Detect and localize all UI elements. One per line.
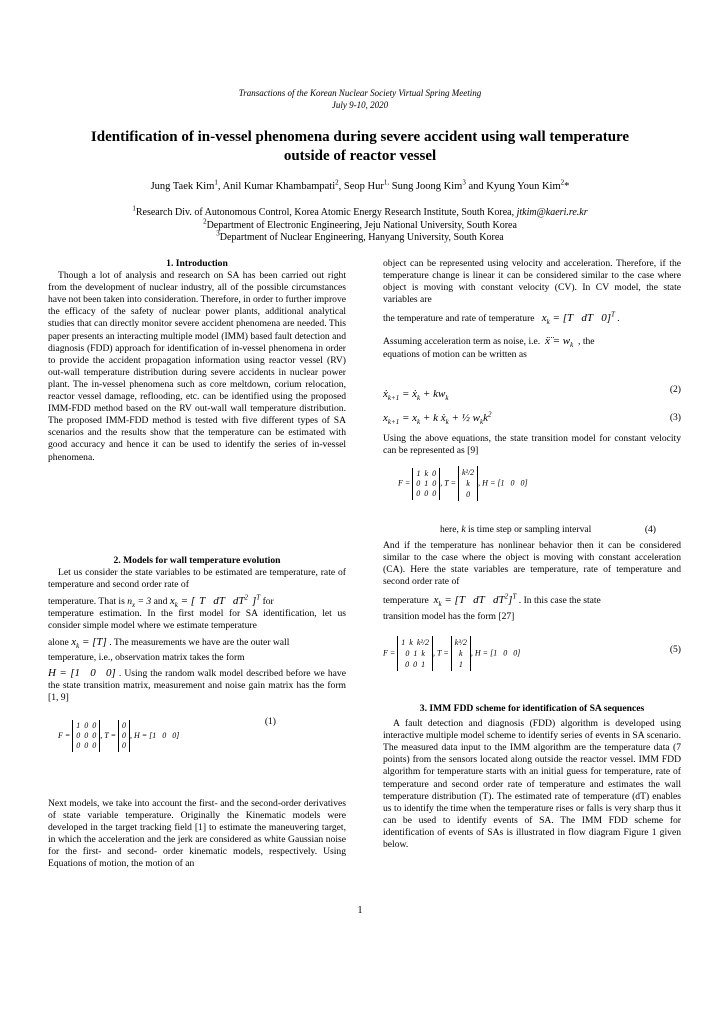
equation-1-number: (1) (264, 716, 276, 727)
right-paragraph-8: temperature $x_k = [T$ dT $dT^2]^T$ . In this case the state (383, 592, 601, 609)
page-number: 1 (357, 905, 363, 916)
right-column (383, 258, 681, 361)
section-3-heading: 3. IMM FDD scheme for identification of SA sequences (419, 703, 645, 714)
equation-1: F = 1 0 0 0 0 0 0 0 0, T = 0 0 0, H = [1 0 0] (1) (58, 716, 276, 750)
section-2-paragraph-7: Next models, we take into account the first- and the second-order derivatives of state variable temperature. Originally the Kinematic models were developed in the target tracking field [1] to estimate the maneuvering target, in which the acceleration and the jerk are considered as white Gaussian noise for the first- and second- order kinematic models, respectively. Using Equations of motion, the motion of an (48, 798, 346, 870)
author-3: Seop Hur (343, 181, 384, 192)
section-2-paragraph-6: H = [1 0 0] . Using the random walk model described before we have the state transition matrix, measurement and noise gain matrix has the form [1, 9] (48, 666, 346, 703)
section-3 (383, 703, 681, 851)
conference-date: July 9-10, 2020 (331, 100, 389, 110)
equation-xk-state: $x_k$ = [ T dT $dT^2$ ]$^T$ (169, 593, 261, 610)
section-2-paragraph-1: Let us consider the state variables to be estimated are temperature, rate of temperature and second order rate of (48, 567, 346, 591)
section-2-paragraph-5: temperature, i.e., observation matrix takes the form (48, 651, 245, 663)
equation-5-matrices: F = 1 k k²/2 0 1 k 0 0 1, T = k³/2 k 1, H = [1 0 0] (5) (383, 638, 681, 669)
left-column (48, 258, 346, 464)
author-1: Jung Taek Kim (150, 181, 215, 192)
equation-nx: $n_x = 3$ (127, 596, 152, 610)
author-email-link[interactable]: jtkim@kaeri.re.kr (516, 207, 588, 218)
section-3-paragraph: A fault detection and diagnosis (FDD) algorithm is developed using interactive multiple model scheme to identify series of events in SA scenario. The measured data input to the IMM algorithm are the temperature data (7 points) from the sensors located along outside the reactor vessel. IMM FDD algorithm for temperature starts with an initial guess for temperature, rate of temperature and second order rate of temperature and estimates the wall temperature distribution (T). The estimated rate of temperature (dT) enables us to identify the time when the temperature rises or falls is very sharp thus it can be used to identify events of SA. The IMM FDD scheme for identification of events of SAs is illustrated in flow diagram Figure 1 given below. (383, 718, 681, 851)
affiliation-3: $^3$Department of Nuclear Engineering, Hanyang University, South Korea (216, 229, 504, 243)
equation-2-number: (2) (669, 384, 681, 395)
author-4: Sung Joong Kim (391, 181, 463, 192)
equation-4-matrices: F = 1 k 0 0 1 0 0 0 0, T = k²/2 k 0, H = [1 0 0] (398, 468, 528, 499)
equation-3-number: (3) (669, 412, 681, 423)
equation-4-number: (4) (644, 524, 656, 535)
right-paragraph-4: equations of motion can be written as (383, 348, 527, 360)
paper-title-line1: Identification of in-vessel phenomena during severe accident using wall temperature (90, 129, 630, 145)
author-5: Kyung Youn Kim (486, 181, 561, 192)
section-2-state-line: temperature. That is $n_x = 3$ and $x_k$ = [ T dT $dT^2$ ]$^T$ for (48, 593, 274, 610)
equation-3: $x_{k+1} = x_k + k$ $ẋ_k$ + ½ $w_kk^2$ (3) (383, 410, 681, 427)
author-list: Jung Taek Kim$^1$, Anil Kumar Khambampati$^2$, Seop Hur$^{1,}$ Sung Joong Kim$^3$ and Kyung Youn Kim$^2$* (150, 178, 570, 192)
affiliation-2: $^2$Department of Electronic Engineering, Jeju National University, South Korea (203, 217, 517, 231)
equation-xk-cv: $x_k = [T$ dT 0]$^T$ (541, 310, 615, 327)
equation-2: $ẋ_{k+1}$ = $ẋ_k + kw_k$ (2) (383, 384, 681, 403)
equation-xk-T: $x_k = [T]$ (71, 635, 107, 650)
right-paragraph-3: Assuming acceleration term as noise, i.e. ẍ̈ = $w_k$ , the (383, 335, 595, 350)
right-paragraph-1: object can be represented using velocity and acceleration. Therefore, if the temperature change is linear it can be considered similar to the case where object is moving with constant velocity (CV). In CV model, the state variables are (383, 258, 681, 306)
section-2 (48, 555, 346, 704)
section-2-continued (48, 798, 346, 871)
right-paragraph-2: the temperature and rate of temperature $x_k = [T$ dT 0]$^T$ . (383, 310, 620, 327)
section-2-heading: 2. Models for wall temperature evolution (113, 555, 281, 566)
section-2-paragraph-3: temperature estimation. In the first model for SA identification, let us consider simple model where we estimate temperature (48, 608, 346, 632)
affiliation-1: $^1$Research Div. of Autonomous Control, Korea Atomic Energy Research Institute, South Korea, jtkim@kaeri.re.kr (132, 204, 588, 218)
equation-xk-ca: $x_k = [T$ dT $dT^2]^T$ (433, 592, 517, 609)
conference-name: Transactions of the Korean Nuclear Society Virtual Spring Meeting (238, 88, 482, 98)
paper-title-line2: outside of reactor vessel (283, 148, 437, 164)
equation-noise: ẍ̈ = $w_k$ (544, 335, 574, 350)
equation-H: H = [1 0 0] (48, 666, 116, 679)
right-paragraph-7: And if the temperature has nonlinear behavior then it can be considered similar to the case where the object is moving with constant acceleration (CA). Here the state variables are temperature, rate of temperature and second order rate of temperature $x_k = [T$ dT $dT^2]^T$ . In this case the state transition model has the form [27] (383, 540, 681, 623)
author-2: Anil Kumar Khambampati (222, 181, 336, 192)
equation-4-note: here, k is time step or sampling interval (4) (440, 524, 656, 535)
section-2-alone-line: alone $x_k = [T]$ . The measurements we have are the outer wall (48, 635, 290, 650)
section-1-paragraph: Though a lot of analysis and research on SA has been carried out right from the development of nuclear industry, all of the possible circumstances have not been taken into consideration. Therefore, in order to further improve the efficacy of the safety of nuclear power plants, additional analytical studies that can directly monitor severe accident phenomena are needed. This paper presents an interacting multiple model (IMM) based fault detection and diagnosis (FDD) approach for identification of in-vessel phenomena in order to provide the accident propagation information using reactor vessel (RV) out-wall temperature distribution during severe accidents in nuclear power plant. The in-vessel phenomena such as core meltdown, corium relocation, reactor vessel damage, reflooding, etc. can be identified using the proposed IMM-FDD method based on the RV out-wall wall temperature distribution. The proposed IMM-FDD method is tested with five different types of SA scenarios and the results show that the temperature can be estimated with good accuracy and hence it can be used to identify the series of in-vessel phenomena. (48, 270, 346, 463)
equation-5-number: (5) (669, 644, 681, 655)
right-paragraph-9: transition model has the form [27] (383, 611, 515, 623)
section-1-heading: 1. Introduction (166, 258, 228, 269)
right-paragraph-5: Using the above equations, the state transition model for constant velocity can be represented as [9] (383, 433, 681, 457)
